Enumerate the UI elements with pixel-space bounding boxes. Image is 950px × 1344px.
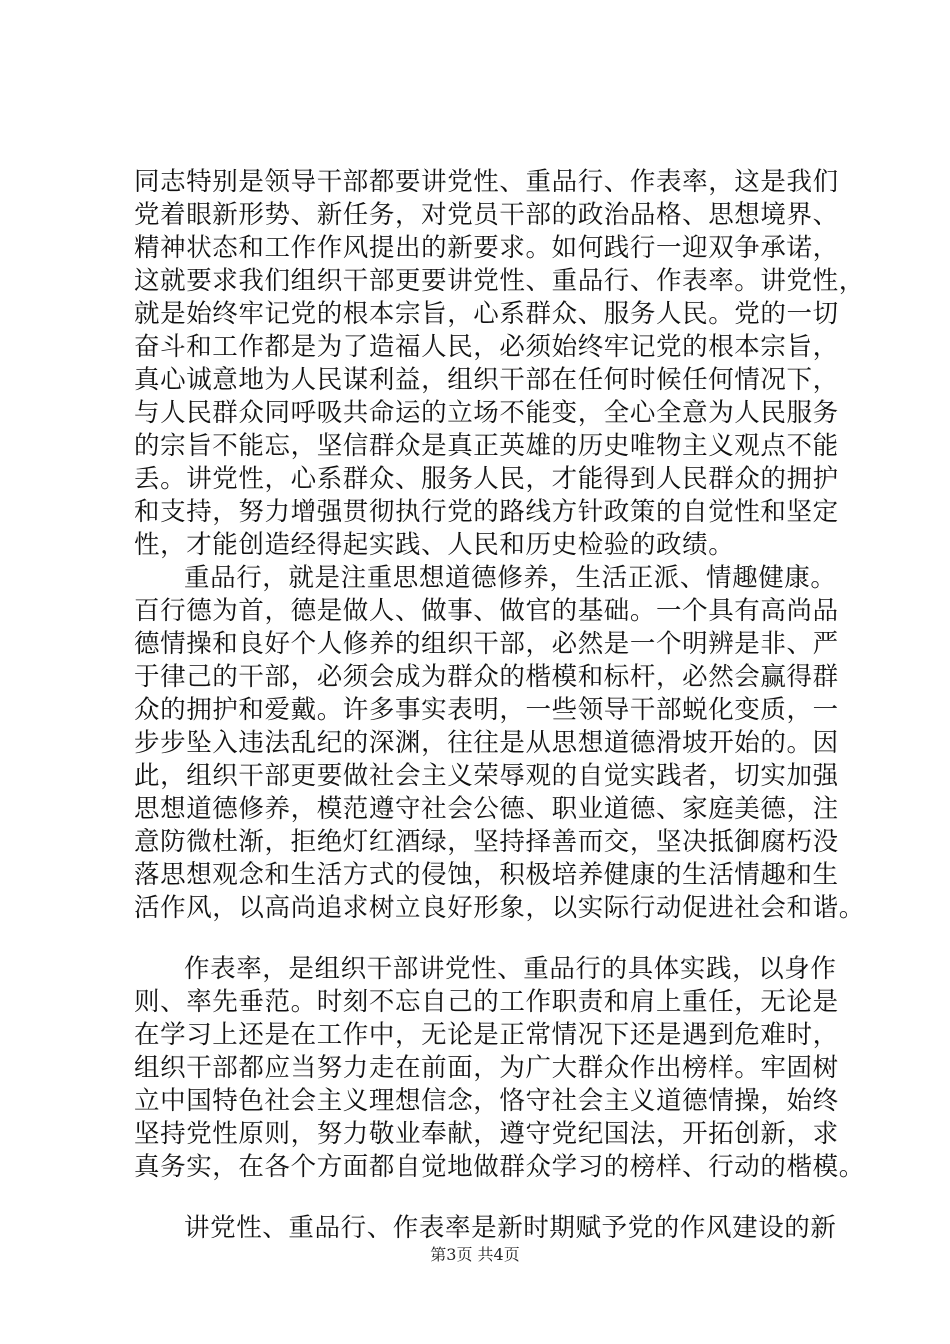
- text-line: 思想道德修养，模范遵守社会公德、职业道德、家庭美德，注: [134, 794, 839, 824]
- page-footer: [0, 1242, 950, 1265]
- text-line: 在学习上还是在工作中，无论是正常情况下还是遇到危难时，: [134, 1020, 839, 1050]
- text-line: 真务实，在各个方面都自觉地做群众学习的榜样、行动的楷模。: [134, 1152, 865, 1182]
- text-line: 就是始终牢记党的根本宗旨，心系群众、服务人民。党的一切: [134, 299, 839, 329]
- body-text: [134, 166, 865, 1245]
- text-line: 坚持党性原则，努力敬业奉献，遵守党纪国法，开拓创新，求: [134, 1119, 839, 1149]
- text-line: 立中国特色社会主义理想信念，恪守社会主义道德情操，始终: [134, 1086, 839, 1116]
- text-line: 的宗旨不能忘，坚信群众是真正英雄的历史唯物主义观点不能: [134, 431, 839, 461]
- text-line: 众的拥护和爱戴。许多事实表明，一些领导干部蜕化变质，一: [134, 695, 839, 725]
- text-line: 性，才能创造经得起实践、人民和历史检验的政绩。: [134, 530, 735, 560]
- paragraph-4: [134, 1212, 854, 1245]
- text-line: 这就要求我们组织干部更要讲党性、重品行、作表率。讲党性，: [134, 266, 865, 296]
- text-line: 落思想观念和生活方式的侵蚀，积极培养健康的生活情趣和生: [134, 860, 839, 890]
- text-line: 意防微杜渐，拒绝灯红酒绿，坚持择善而交，坚决抵御腐朽没: [134, 827, 839, 857]
- paragraph-3: [134, 953, 865, 1184]
- text-line: 和支持，努力增强贯彻执行党的路线方针政策的自觉性和坚定: [134, 497, 839, 527]
- text-line: 组织干部都应当努力走在前面，为广大群众作出榜样。牢固树: [134, 1053, 839, 1083]
- text-line: 真心诚意地为人民谋利益，组织干部在任何时候任何情况下，: [134, 365, 839, 395]
- text-line: 与人民群众同呼吸共命运的立场不能变，全心全意为人民服务: [134, 398, 839, 428]
- text-line: 则、率先垂范。时刻不忘自己的工作职责和肩上重任，无论是: [134, 987, 839, 1017]
- text-line: 于律己的干部，必须会成为群众的楷模和标杆，必然会赢得群: [134, 662, 839, 692]
- text-line: 百行德为首，德是做人、做事、做官的基础。一个具有高尚品: [134, 596, 839, 626]
- paragraph-2: [134, 562, 865, 925]
- page-number: 第3页 共4页: [430, 1245, 520, 1264]
- text-line: 丢。讲党性，心系群众、服务人民，才能得到人民群众的拥护: [134, 464, 839, 494]
- text-line: 步步坠入违法乱纪的深渊，往往是从思想道德滑坡开始的。因: [134, 728, 839, 758]
- paragraph-1: [134, 166, 865, 562]
- text-line: 奋斗和工作都是为了造福人民，必须始终牢记党的根本宗旨，: [134, 332, 839, 362]
- text-line: 党着眼新形势、新任务，对党员干部的政治品格、思想境界、: [134, 200, 839, 230]
- text-line: 精神状态和工作作风提出的新要求。如何践行一迎双争承诺，: [134, 233, 839, 263]
- text-line: 此，组织干部更要做社会主义荣辱观的自觉实践者，切实加强: [134, 761, 839, 791]
- text-line: 同志特别是领导干部都要讲党性、重品行、作表率，这是我们: [134, 167, 839, 197]
- text-line: 讲党性、重品行、作表率是新时期赋予党的作风建设的新: [184, 1213, 837, 1243]
- text-line: 德情操和良好个人修养的组织干部，必然是一个明辨是非、严: [134, 629, 839, 659]
- text-line: 重品行，就是注重思想道德修养，生活正派、情趣健康。: [184, 563, 837, 593]
- text-line: 作表率，是组织干部讲党性、重品行的具体实践，以身作: [184, 954, 837, 984]
- text-line: 活作风，以高尚追求树立良好形象，以实际行动促进社会和谐。: [134, 893, 865, 923]
